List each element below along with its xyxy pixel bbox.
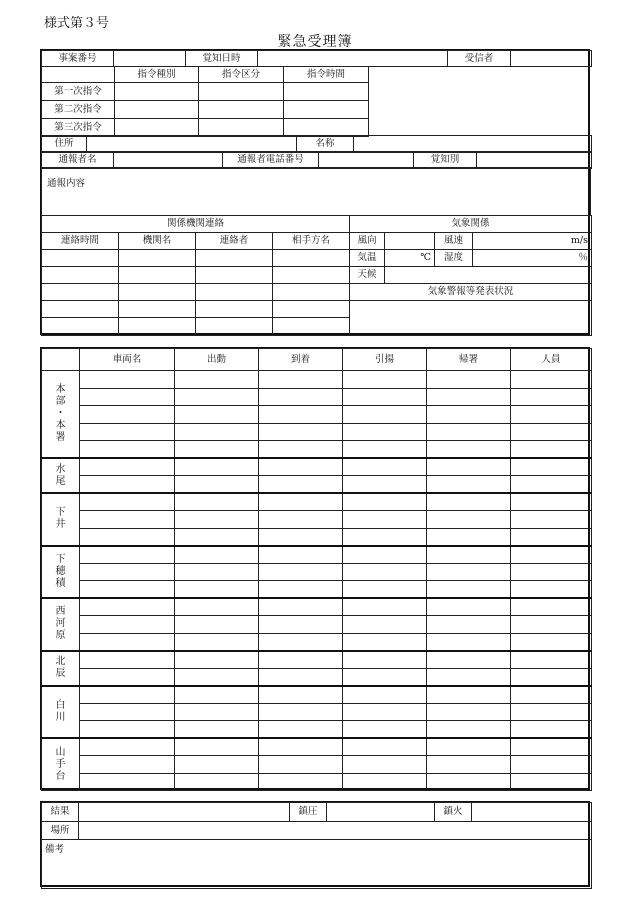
vehicle-cell[interactable] [175,493,259,511]
order-row-label: 第一次指令 [42,83,115,101]
station-label-char: 本 [55,420,66,431]
orders-table [41,66,369,137]
vehicle-cell[interactable] [80,528,175,546]
extinguished-label: 鎮火 [435,803,472,822]
vehicle-cell[interactable] [511,633,592,651]
agency-cell[interactable] [273,284,350,301]
order-cell[interactable] [115,83,199,101]
station-label [42,738,80,791]
vehicle-cell[interactable] [80,511,175,529]
station-label [42,686,80,739]
vehicle-cell[interactable] [427,581,511,599]
vehicle-cell[interactable] [343,738,427,756]
vehicle-cell[interactable] [343,756,427,774]
vehicle-cell[interactable] [511,458,592,476]
vehicle-cell[interactable] [427,406,511,424]
vehicle-cell[interactable] [259,686,343,704]
agency-cell[interactable] [42,318,119,336]
station-label-char: 尾 [55,475,66,487]
orders-corner [42,67,115,83]
agencies-table [41,215,350,336]
agency-cell[interactable] [42,267,119,284]
vehicle-cell[interactable] [259,668,343,686]
vehicle-cell[interactable] [259,581,343,599]
vehicle-cell[interactable] [511,493,592,511]
vehicle-cell[interactable] [511,546,592,564]
perception-field[interactable] [477,152,592,169]
vehicle-cell[interactable] [80,616,175,634]
vehicles-corner [42,349,80,371]
vehicle-cell[interactable] [259,423,343,441]
vehicle-cell[interactable] [343,493,427,511]
receiver-label: 受信者 [448,51,511,67]
form-number: 様式第３号 [44,16,110,31]
vehicle-cell[interactable] [80,493,175,511]
order-col-header: 指令種別 [115,67,199,83]
suppressed-label: 鎮圧 [290,803,327,822]
temp-label: 気温 [350,250,385,267]
vehicle-col-header: 引揚 [343,349,427,371]
suppressed-field[interactable] [327,803,435,822]
vehicle-cell[interactable] [511,721,592,739]
vehicle-cell[interactable] [80,581,175,599]
vehicle-cell[interactable] [80,756,175,774]
station-label [42,598,80,651]
vehicle-cell[interactable] [427,598,511,616]
agency-cell[interactable] [42,250,119,267]
sky-label: 天候 [350,267,385,284]
vehicle-cell[interactable] [427,686,511,704]
case-no-label: 事案番号 [42,51,114,67]
vehicle-cell[interactable] [511,563,592,581]
vehicle-cell[interactable] [343,458,427,476]
name-label: 名称 [297,136,354,153]
temp-field[interactable]: ℃ [385,250,435,267]
station-label-char: 本 [55,384,66,395]
vehicle-cell[interactable] [259,651,343,669]
vehicle-cell[interactable] [80,738,175,756]
station-label-char: 署 [55,432,66,443]
vehicle-cell[interactable] [175,563,259,581]
vehicle-cell[interactable] [343,721,427,739]
vehicle-cell[interactable] [259,511,343,529]
vehicle-cell[interactable] [259,598,343,616]
report-content-box[interactable] [41,167,591,216]
vehicle-cell[interactable] [343,563,427,581]
vehicle-cell[interactable] [427,441,511,459]
vehicle-col-header: 出動 [175,349,259,371]
vehicle-cell[interactable] [175,651,259,669]
vehicle-cell[interactable] [427,703,511,721]
vehicle-cell[interactable] [175,703,259,721]
station-label-char: 下 [55,553,66,565]
vehicle-cell[interactable] [175,773,259,791]
station-label-char: 穂 [55,565,66,577]
agency-cell[interactable] [196,318,273,336]
vehicle-cell[interactable] [343,388,427,406]
weather-title: 気象関係 [350,216,592,233]
vehicle-cell[interactable] [80,773,175,791]
vehicles-section [40,347,590,790]
receiver-field[interactable] [511,51,592,67]
agency-cell[interactable] [119,267,196,284]
vehicle-cell[interactable] [80,686,175,704]
reporter-phone-label: 通報者電話番号 [223,152,319,169]
vehicle-cell[interactable] [427,476,511,494]
vehicle-cell[interactable] [259,528,343,546]
sky-field[interactable] [385,267,592,284]
place-label: 場所 [42,822,79,840]
station-label-char: 原 [55,630,66,642]
vehicle-cell[interactable] [343,476,427,494]
agency-col-header: 機関名 [119,233,196,250]
order-cell[interactable] [199,101,284,119]
agency-col-header: 連絡者 [196,233,273,250]
agencies-title: 関係機関連絡 [42,216,350,233]
station-label-char: 井 [55,519,66,531]
station-label [42,371,80,459]
place-field[interactable] [79,822,592,840]
vehicle-cell[interactable] [427,423,511,441]
wind-speed-label: 風速 [435,233,473,250]
vehicle-cell[interactable] [511,686,592,704]
vehicle-cell[interactable] [259,441,343,459]
vehicle-cell[interactable] [175,511,259,529]
agency-cell[interactable] [119,301,196,318]
vehicle-cell[interactable] [175,738,259,756]
address-field[interactable] [87,136,297,153]
vehicle-cell[interactable] [511,581,592,599]
station-label-char: 辰 [55,668,66,679]
vehicle-col-header: 車両名 [80,349,175,371]
vehicle-cell[interactable] [427,668,511,686]
extinguished-field[interactable] [472,803,592,822]
order-cell[interactable] [284,119,369,137]
vehicles-table [41,348,592,791]
vehicle-cell[interactable] [175,756,259,774]
vehicle-cell[interactable] [343,686,427,704]
agency-col-header: 連絡時間 [42,233,119,250]
vehicle-cell[interactable] [175,686,259,704]
vehicle-cell[interactable] [427,651,511,669]
vehicle-cell[interactable] [343,598,427,616]
agency-cell[interactable] [42,301,119,318]
wind-dir-label: 風向 [350,233,385,250]
warnings-field[interactable] [350,301,592,336]
header-table [41,50,592,67]
humidity-label: 湿度 [435,250,473,267]
vehicle-cell[interactable] [427,546,511,564]
vehicle-cell[interactable] [80,371,175,389]
vehicle-cell[interactable] [80,668,175,686]
vehicle-col-header: 到着 [259,349,343,371]
vehicle-cell[interactable] [259,703,343,721]
vehicle-cell[interactable] [80,633,175,651]
vehicle-cell[interactable] [511,528,592,546]
vehicle-cell[interactable] [427,563,511,581]
reporter-name-label: 通報者名 [42,152,114,169]
station-label-char: 水 [55,463,66,475]
vehicle-cell[interactable] [175,581,259,599]
agency-cell[interactable] [273,267,350,284]
order-cell[interactable] [199,83,284,101]
agency-cell[interactable] [196,284,273,301]
agency-col-header: 相手方名 [273,233,350,250]
incident-section [40,49,590,335]
station-label-char: ・ [55,408,66,419]
station-label-char: 白 [55,699,66,711]
order-row-label: 第二次指令 [42,101,115,119]
vehicle-cell[interactable] [511,651,592,669]
vehicle-cell[interactable] [175,546,259,564]
vehicle-cell[interactable] [511,616,592,634]
agency-cell[interactable] [196,250,273,267]
vehicle-cell[interactable] [343,668,427,686]
agency-cell[interactable] [119,318,196,336]
order-col-header: 指令時間 [284,67,369,83]
vehicle-cell[interactable] [259,738,343,756]
vehicle-cell[interactable] [427,738,511,756]
order-cell[interactable] [284,83,369,101]
vehicle-cell[interactable] [80,546,175,564]
vehicle-cell[interactable] [175,423,259,441]
vehicle-cell[interactable] [427,721,511,739]
vehicle-cell[interactable] [80,651,175,669]
vehicle-cell[interactable] [343,581,427,599]
vehicle-cell[interactable] [511,371,592,389]
vehicle-cell[interactable] [511,598,592,616]
station-label-char: 山 [55,746,66,758]
vehicle-cell[interactable] [259,546,343,564]
vehicle-cell[interactable] [80,563,175,581]
reporter-name-field[interactable] [114,152,223,169]
station-label-char: 台 [55,770,66,782]
station-label-char: 手 [55,758,66,770]
wind-dir-field[interactable] [385,233,435,250]
order-cell[interactable] [115,119,199,137]
perceived-time-field[interactable] [258,51,448,67]
vehicle-cell[interactable] [343,651,427,669]
vehicle-cell[interactable] [427,458,511,476]
agency-cell[interactable] [273,318,350,336]
station-label-char: 積 [55,577,66,589]
order-cell[interactable] [284,101,369,119]
vehicle-cell[interactable] [80,598,175,616]
vehicle-cell[interactable] [511,738,592,756]
case-no-field[interactable] [114,51,186,67]
vehicle-col-header: 帰署 [427,349,511,371]
vehicle-cell[interactable] [511,668,592,686]
vehicle-cell[interactable] [511,406,592,424]
vehicle-cell[interactable] [343,528,427,546]
vehicle-cell[interactable] [343,773,427,791]
vehicle-cell[interactable] [175,371,259,389]
vehicle-cell[interactable] [175,633,259,651]
vehicle-cell[interactable] [343,616,427,634]
vehicle-cell[interactable] [259,388,343,406]
vehicle-cell[interactable] [80,441,175,459]
vehicle-cell[interactable] [259,563,343,581]
vehicle-cell[interactable] [175,388,259,406]
vehicle-cell[interactable] [343,546,427,564]
vehicle-cell[interactable] [175,616,259,634]
vehicle-cell[interactable] [427,528,511,546]
vehicle-cell[interactable] [427,616,511,634]
order-row-label: 第三次指令 [42,119,115,137]
vehicle-cell[interactable] [343,703,427,721]
vehicle-cell[interactable] [259,721,343,739]
vehicle-cell[interactable] [80,406,175,424]
station-label [42,546,80,599]
vehicle-cell[interactable] [175,721,259,739]
station-label-char: 川 [55,711,66,723]
vehicle-cell[interactable] [427,633,511,651]
vehicle-cell[interactable] [259,406,343,424]
agency-cell[interactable] [42,284,119,301]
vehicle-cell[interactable] [343,441,427,459]
vehicle-cell[interactable] [80,703,175,721]
remarks-box[interactable] [42,840,592,889]
vehicle-cell[interactable] [427,511,511,529]
vehicle-cell[interactable] [511,703,592,721]
vehicle-cell[interactable] [175,668,259,686]
vehicle-cell[interactable] [427,773,511,791]
station-label [42,458,80,493]
agency-cell[interactable] [119,284,196,301]
vehicle-cell[interactable] [80,476,175,494]
vehicle-cell[interactable] [259,493,343,511]
vehicle-cell[interactable] [343,371,427,389]
station-label-char: 西 [55,606,66,618]
vehicle-cell[interactable] [427,756,511,774]
vehicle-cell[interactable] [343,406,427,424]
vehicle-cell[interactable] [511,388,592,406]
vehicle-cell[interactable] [80,721,175,739]
station-label-char: 北 [55,656,66,667]
vehicle-cell[interactable] [343,633,427,651]
vehicle-cell[interactable] [343,423,427,441]
station-label [42,493,80,546]
agency-cell[interactable] [196,301,273,318]
perceived-time-label: 覚知日時 [186,51,258,67]
vehicle-cell[interactable] [511,511,592,529]
agency-cell[interactable] [273,301,350,318]
vehicle-cell[interactable] [511,476,592,494]
vehicle-cell[interactable] [427,388,511,406]
vehicle-cell[interactable] [511,423,592,441]
reporter-phone-field[interactable] [319,152,414,169]
report-content-label: 通報内容 [47,178,86,189]
station-label-char: 下 [55,507,66,519]
order-cell[interactable] [199,119,284,137]
vehicle-cell[interactable] [259,371,343,389]
vehicle-cell[interactable] [80,423,175,441]
vehicle-cell[interactable] [259,773,343,791]
weather-table [349,215,592,336]
vehicle-cell[interactable] [175,598,259,616]
agency-cell[interactable] [119,250,196,267]
vehicle-cell[interactable] [80,388,175,406]
order-col-header: 指令区分 [199,67,284,83]
result-section [40,801,590,887]
vehicle-col-header: 人員 [511,349,592,371]
station-label-char: 河 [55,618,66,630]
humidity-field[interactable]: ％ [473,250,592,267]
name-field[interactable] [354,136,592,153]
order-cell[interactable] [115,101,199,119]
result-label: 結果 [42,803,79,822]
vehicle-cell[interactable] [175,528,259,546]
wind-speed-field[interactable]: m/s [473,233,592,250]
result-table [41,802,592,889]
perception-label: 覚知別 [414,152,477,169]
station-label-char: 部 [55,396,66,407]
vehicle-cell[interactable] [175,458,259,476]
vehicle-cell[interactable] [343,511,427,529]
vehicle-cell[interactable] [511,756,592,774]
vehicle-cell[interactable] [259,476,343,494]
vehicle-cell[interactable] [427,371,511,389]
vehicle-cell[interactable] [259,458,343,476]
vehicle-cell[interactable] [427,493,511,511]
warnings-label: 気象警報等発表状況 [350,284,592,301]
orders-side-area[interactable] [368,66,590,136]
vehicle-cell[interactable] [175,441,259,459]
vehicle-cell[interactable] [259,756,343,774]
vehicle-cell[interactable] [259,633,343,651]
vehicle-cell[interactable] [80,458,175,476]
vehicle-cell[interactable] [175,476,259,494]
address-label: 住所 [42,136,87,153]
vehicle-cell[interactable] [175,406,259,424]
vehicle-cell[interactable] [511,441,592,459]
agency-cell[interactable] [196,267,273,284]
remarks-label: 備考 [45,844,65,855]
result-field[interactable] [79,803,290,822]
station-label [42,651,80,686]
vehicle-cell[interactable] [511,773,592,791]
agency-cell[interactable] [273,250,350,267]
vehicle-cell[interactable] [259,616,343,634]
form-title: 緊急受理簿 [277,34,353,50]
